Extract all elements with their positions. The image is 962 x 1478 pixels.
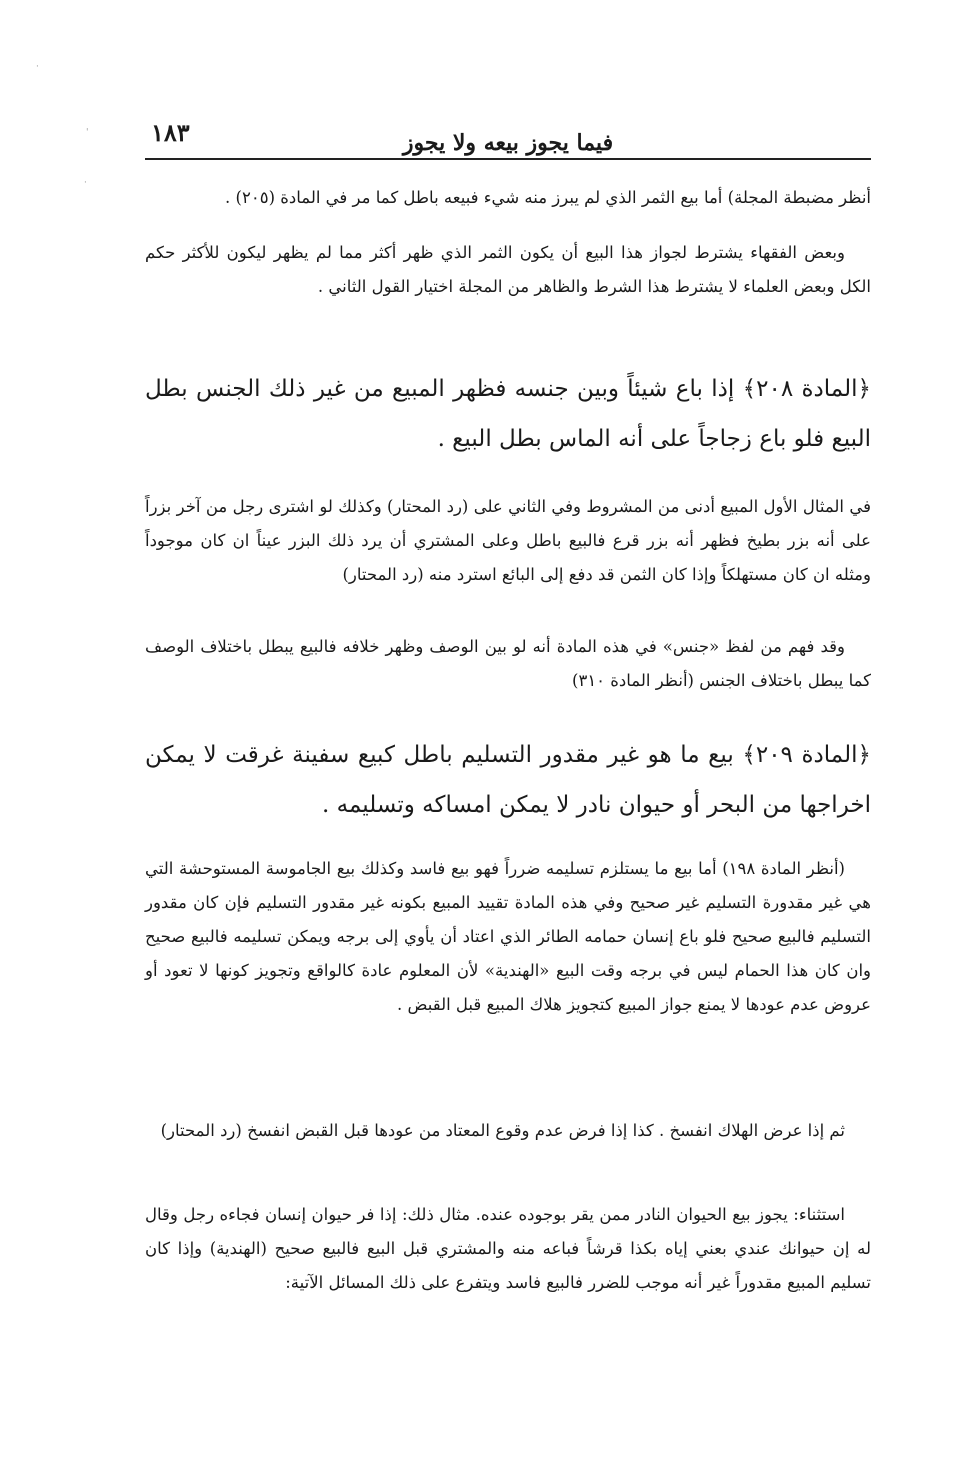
- scan-speck: ·: [36, 62, 39, 72]
- paragraph-cancellation: ثم إذا عرض الهلاك انفسخ . كذا إذا فرض عدم وقوع المعتاد من عودها قبل القبض انفسخ (رد المحتار): [160, 1121, 845, 1140]
- page-number: ١٨٣: [151, 118, 190, 147]
- scan-speck: ': [86, 128, 89, 138]
- paragraph-commentary-209: (أنظر المادة ١٩٨) أما بيع ما يستلزم تسليمه ضرراً فهو بيع فاسد وكذلك بيع الجاموسة المستوحشة التي هي غير مقدورة التسليم غير صحيح وفي هذه المادة تقييد المبيع بكونه غير مقدور التسليم فإن كان مقدور التسليم فالبيع صحيح فلو باع إنسان حمامه الطائر الذي اعتاد أن يأوي إلى برجه ويمكن تسليمه فالبيع صحيح وان كان هذا الحمام ليس في برجه وقت البيع «الهندية» لأن المعلوم عادة كالواقع وتجويز كونها لا تعود أو عروض عدم عودها لا يمنع جواز المبيع كتجويز هلاك المبيع قبل القبض .: [145, 859, 871, 1014]
- article-209: ﴿المادة ٢٠٩﴾ بيع ما هو غير مقدور التسليم باطل كبيع سفينة غرقت لا يمكن اخراجها من البحر أو حيوان نادر لا يمكن امساكه وتسليمه .: [145, 742, 871, 818]
- article-208: ﴿المادة ٢٠٨﴾ إذا باع شيئاً وبين جنسه فظهر المبيع من غير ذلك الجنس بطل البيع فلو باع زجاجاً على أنه الماس بطل البيع .: [145, 376, 871, 452]
- paragraph-exception: استثناء: يجوز بيع الحيوان النادر ممن يقر بوجوده عنده. مثال ذلك: إذا فر حيوان إنسان فجاءه رجل وقال له إن حيوانك عندي بعني إياه بكذا قرشاً فباعه منه والمشتري قبل البيع فالبيع صحيح (الهندية) وإذا كان تسليم المبيع مقدوراً غير أنه موجب للضرر فالبيع فاسد ويتفرع على ذلك المسائل الآتية:: [145, 1205, 871, 1292]
- paragraph-genus-note: وقد فهم من لفظ «جنس» في هذه المادة أنه لو بين الوصف وظهر خلافه فالبيع يبطل باختلاف الوصف كما يبطل باختلاف الجنس (أنظر المادة ٣١٠): [145, 637, 871, 690]
- paragraph-jurists-condition: وبعض الفقهاء يشترط لجواز هذا البيع أن يكون الثمر الذي ظهر أكثر مما لم يظهر ليكون للأكثر حكم الكل وبعض العلماء لا يشترط هذا الشرط والظاهر من المجلة اختيار القول الثاني .: [145, 243, 871, 296]
- paragraph-continuation: أنظر مضبطة المجلة) أما بيع الثمر الذي لم يبرز منه شيء فبيعه باطل كما مر في المادة (٢٠٥) .: [225, 188, 871, 207]
- page-header: [145, 112, 871, 160]
- running-title: فيما يجوز بيعه ولا يجوز: [402, 130, 614, 156]
- paragraph-commentary-208: في المثال الأول المبيع أدنى من المشروط وفي الثاني على (رد المحتار) وكذلك لو اشترى رجل من آخر بزراً على أنه بزر بطيخ فظهر أنه بزر قرع فالبيع باطل وعلى المشتري أن يرد ذلك البزر عيناً ان كان موجوداً ومثله ان كان مستهلكاً وإذا كان الثمن قد دفع إلى البائع استرد منه (رد المحتار): [145, 497, 871, 584]
- scan-speck: ·: [84, 178, 87, 188]
